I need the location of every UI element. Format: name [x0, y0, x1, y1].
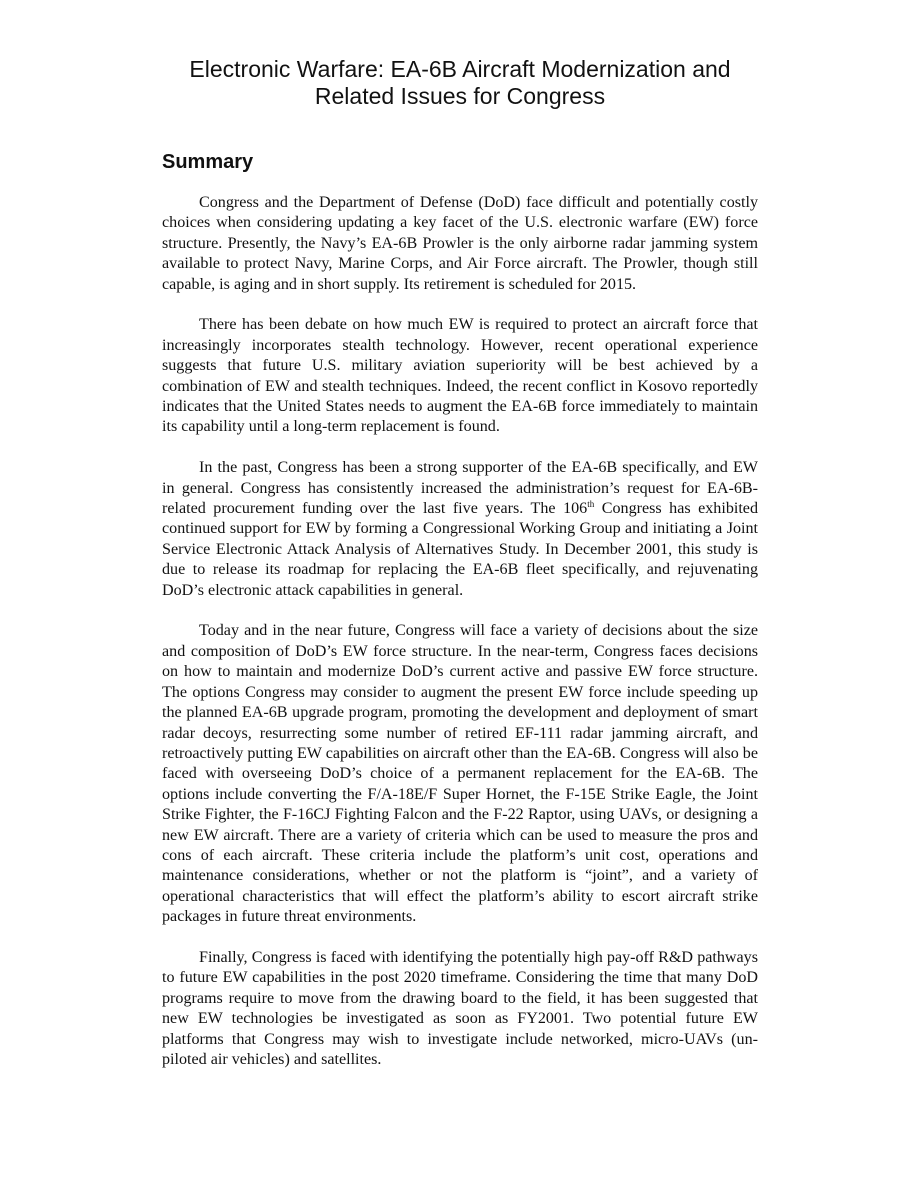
document-title: [162, 56, 758, 110]
summary-paragraph-2: There has been debate on how much EW is required to protect an aircraft force that increasingly incorporates stealth technology. However, recent operational experience suggests that future U.S. military aviation superiority will be best achieved by a combination of EW and stealth techniques. Indeed, the recent conflict in Kosovo reportedly indicates that the United States needs to augment the EA-6B force immediately to maintain its capability until a long-term replacement is found.: [162, 316, 758, 436]
ordinal-superscript: th: [587, 499, 595, 510]
summary-paragraph-4: Today and in the near future, Congress will face a variety of decisions about the size and composition of DoD’s EW force structure. In the near-term, Congress faces decisions on how to maintain and modernize DoD’s current active and passive EW force structure. The options Congress may consider to augment the present EW force include speeding up the planned EA-6B upgrade program, promoting the development and deployment of smart radar decoys, resurrecting some number of retired EF-111 radar jamming aircraft, and retroactively putting EW capabilities on aircraft other than the EA-6B. Congress will also be faced with overseeing DoD’s choice of a permanent replacement for the EA-6B. The options include converting the F/A-18E/F Super Hornet, the F-15E Strike Eagle, the Joint Strike Fighter, the F-16CJ Fighting Falcon and the F-22 Raptor, using UAVs, or designing a new EW aircraft. There are a variety of criteria which can be used to measure the pros and cons of each aircraft. These criteria include the platform’s unit cost, operations and maintenance considerations, whether or not the platform is “joint”, and a variety of operational characteristics that will effect the platform’s ability to escort aircraft strike packages in future threat environments.: [162, 622, 758, 926]
document-title-line-2: Related Issues for Congress: [314, 83, 606, 109]
paragraph-3-text-end: Congress has exhibited continued support for EW by forming a Congressional Working Group and initiating a Joint Service Electronic Attack Analysis of Alternatives Study. In December 2001, this study is due to release its roadmap for replacing the EA-6B fleet specifically, and rejuvenating DoD’s electronic attack capabilities in general.: [162, 500, 758, 599]
summary-paragraph-1: Congress and the Department of Defense (DoD) face difficult and potentially costly choices when considering updating a key facet of the U.S. electronic warfare (EW) force structure. Presently, the Navy’s EA-6B Prowler is the only airborne radar jamming system available to protect Navy, Marine Corps, and Air Force aircraft. The Prowler, though still capable, is aging and in short supply. Its retirement is scheduled for 2015.: [162, 194, 758, 293]
document-title-line-1: Electronic Warfare: EA-6B Aircraft Modernization and: [189, 56, 731, 82]
summary-paragraph-5: Finally, Congress is faced with identifying the potentially high pay-off R&D pathways to future EW capabilities in the post 2020 timeframe. Considering the time that many DoD programs require to move from the drawing board to the field, it has been suggested that new EW technologies be investigated as soon as FY2001. Two potential future EW platforms that Congress may wish to investigate include networked, micro-UAVs (un-piloted air vehicles) and satellites.: [162, 948, 758, 1068]
summary-paragraph-3: [162, 458, 758, 601]
summary-body: [162, 193, 758, 1091]
summary-heading: Summary: [162, 151, 254, 173]
paragraph-3-text-start: In the past, Congress has been a strong supporter of the EA-6B specifically, and EW in general. Congress has consistently increased the administration’s request for EA-6B-related procurement funding over the last five years. The 106: [162, 459, 758, 518]
